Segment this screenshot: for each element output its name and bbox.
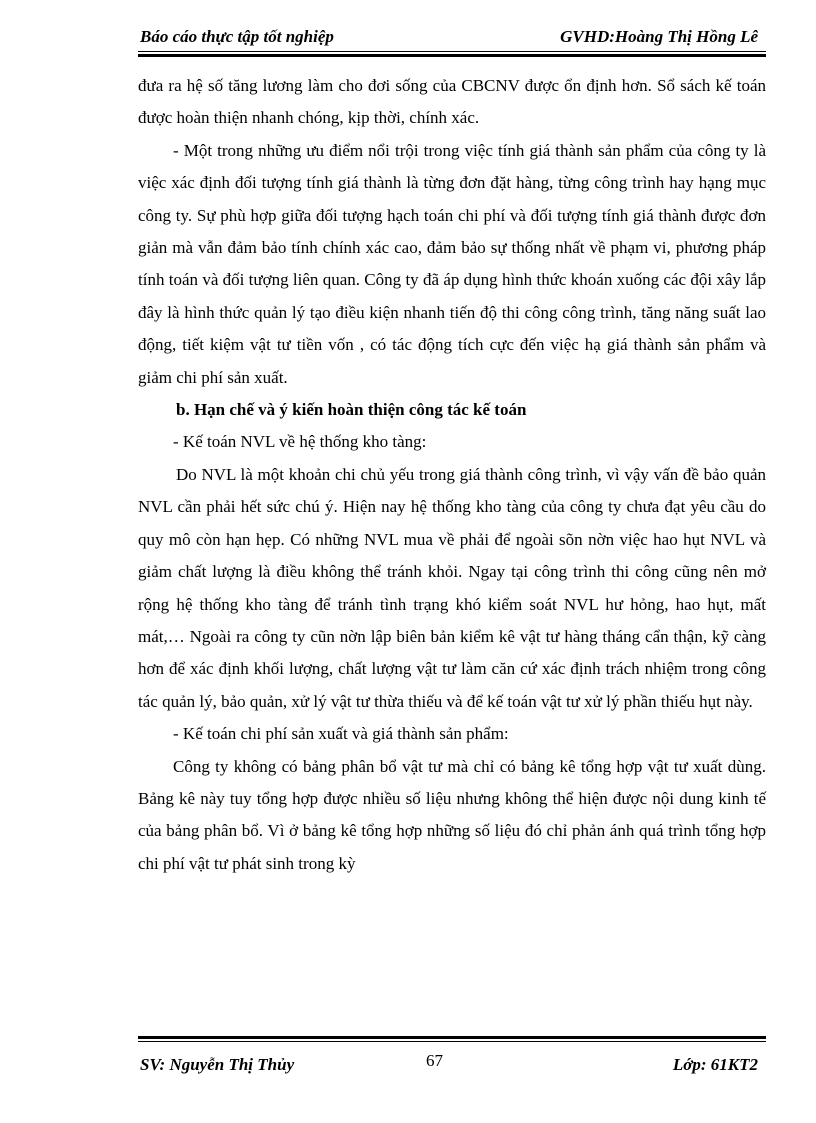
header-report-title: Báo cáo thực tập tốt nghiệp	[140, 27, 334, 46]
header-rule-thin	[138, 51, 766, 52]
page-number: 67	[426, 1051, 443, 1070]
header-rule-thick	[138, 54, 766, 57]
page-footer	[138, 1036, 766, 1076]
paragraph: Do NVL là một khoản chi chủ yếu trong giá thành công trình, vì vậy vấn đề bảo quản NVL cần phải hết sức chú ý. Hiện nay hệ thống kho tàng của công ty chưa đạt yêu cầu do quy mô còn hạn hẹp. Có những NVL mua về phải để ngoài sõn nờn việc hao hụt NVL và giảm chất lượng là điều không thể tránh khỏi. Ngay tại công trình thi công cũng nên mở rộng hệ thống kho tàng để tránh tình trạng khó kiểm soát NVL hư hỏng, hao hụt, mất mát,… Ngoài ra công ty cũn nờn lập biên bản kiểm kê vật tư hàng tháng cẩn thận, kỹ càng hơn để xác định khối lượng, chất lượng vật tư làm căn cứ xác định trách nhiệm trong công tác quản lý, bảo quản, xử lý vật tư thừa thiếu và để kế toán vật tư xử lý phần thiếu hụt này.	[138, 464, 766, 711]
paragraph: - Một trong những ưu điểm nổi trội trong việc tính giá thành sản phẩm của công ty là việc xác định đối tượng tính giá thành là từng đơn đặt hàng, từng công trình hay hạng mục công ty. Sự phù hợp giữa đối tượng hạch toán chi phí và đối tượng tính giá thành được đơn giản mà vẫn đảm bảo tính chính xác cao, đảm bảo sự thống nhất về phạm vi, phương pháp tính toán và đối tượng liên quan. Công ty đã áp dụng hình thức khoán xuống các đội xây lắp đây là hình thức quản lý tạo điều kiện nhanh tiến độ thi công công trình, tăng năng suất lao động, tiết kiệm vật tư tiền vốn , có tác động tích cực đến việc hạ giá thành sản phẩm và giảm chi phí sản xuất.	[138, 140, 766, 387]
paragraph: Công ty không có bảng phân bổ vật tư mà chỉ có bảng kê tổng hợp vật tư xuất dùng. Bảng kê này tuy tổng hợp được nhiều số liệu nhưng không thể hiện được nội dung kinh tế của bảng phân bổ. Vì ở bảng kê tổng hợp những số liệu đó chỉ phản ánh quá trình tổng hợp chi phí vật tư phát sinh trong kỳ	[138, 756, 766, 873]
footer-student-name: SV: Nguyễn Thị Thủy	[140, 1055, 295, 1074]
body-text	[138, 70, 766, 880]
section-heading: b. Hạn chế và ý kiến hoàn thiện công tác kế toán	[176, 400, 527, 420]
page-header	[138, 26, 766, 54]
paragraph: đưa ra hệ số tăng lương làm cho đơi sống của CBCNV được ổn định hơn. Sổ sách kế toán được hoàn thiện nhanh chóng, kịp thời, chính xác.	[138, 76, 766, 128]
footer-rule-thick	[138, 1036, 766, 1039]
header-supervisor: GVHD:Hoàng Thị Hồng Lê	[560, 27, 758, 46]
footer-class: Lớp: 61KT2	[672, 1055, 758, 1074]
paragraph: - Kế toán NVL về hệ thống kho tàng:	[173, 432, 427, 452]
footer-rule-thin	[138, 1041, 766, 1042]
paragraph: - Kế toán chi phí sản xuất và giá thành sản phẩm:	[173, 724, 509, 744]
